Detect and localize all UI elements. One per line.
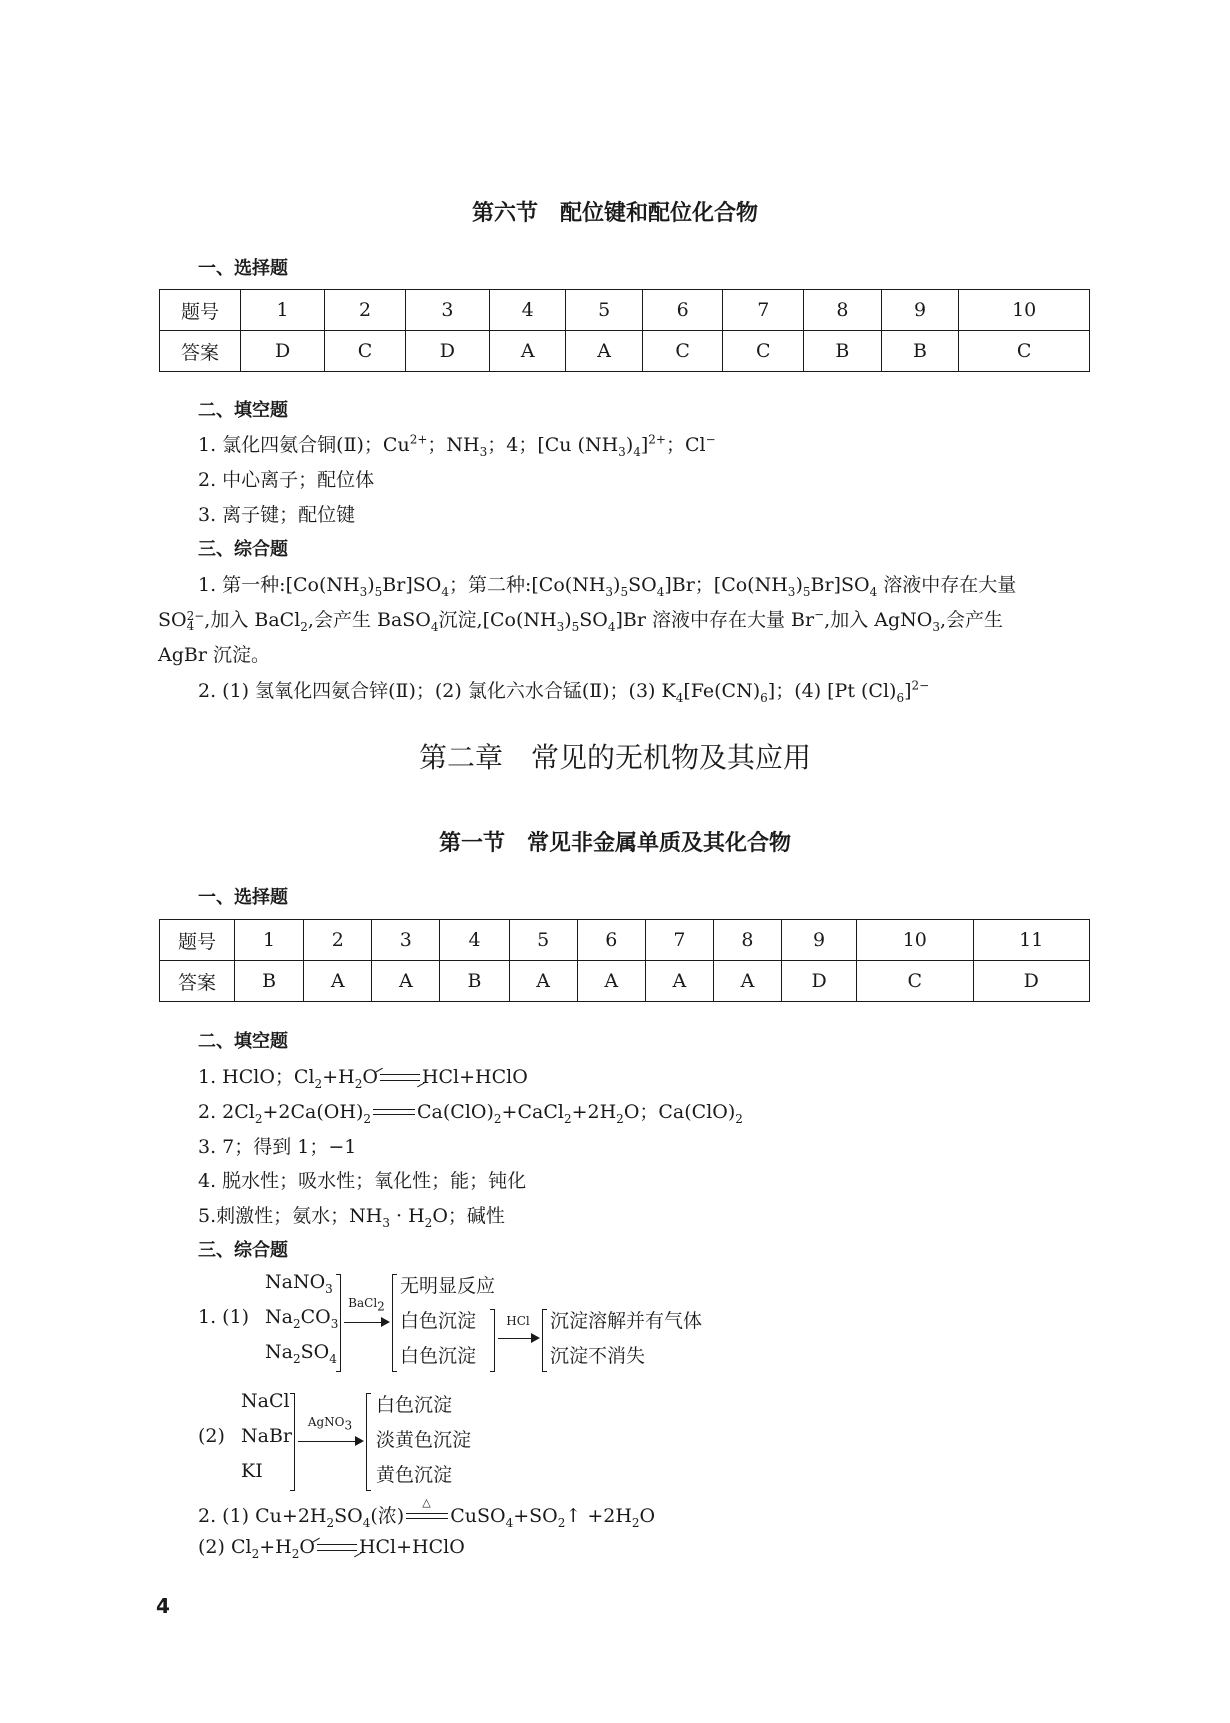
table-cell: 6 <box>642 290 723 331</box>
comp-answer-1-line2: SO 2− 4 ,加入 BaCl$_2$,会产生 BaSO$_4$沉淀$,[Co(NH_3)_5SO_4]Br$ 溶液中存在大量 Br−,加入 AgNO$_3$,会产生 <box>158 607 1004 634</box>
arrow-label: AgNO$_3$ <box>307 1415 353 1433</box>
fill-answer-2: 2. $2Cl_2+2Ca(OH)_2$ $Ca(ClO)_2+CaCl_2+2H_2O$；$Ca(ClO)_2$ <box>198 1101 743 1126</box>
comp-answer-2b: (2) $Cl_2+H_2O$ HCl+HClO <box>198 1536 465 1561</box>
table-cell: A <box>645 961 713 1002</box>
table-cell: C <box>642 331 723 372</box>
reagent: $Na_2SO_4$ <box>265 1341 337 1366</box>
table-row <box>160 331 1090 372</box>
arrow <box>498 1338 538 1339</box>
arrow-label: BaCl$_2$ <box>348 1296 385 1314</box>
table-cell: 3 <box>405 290 489 331</box>
table-cell: C <box>723 331 804 372</box>
table-cell: 7 <box>645 920 713 961</box>
table-cell: 5 <box>509 920 577 961</box>
answer-table <box>159 289 1090 372</box>
table-cell: A <box>509 961 577 1002</box>
table-cell: A <box>713 961 781 1002</box>
table-row <box>160 290 1090 331</box>
table-cell: D <box>782 961 857 1002</box>
right-bracket <box>336 1274 341 1372</box>
left-bracket <box>366 1393 371 1491</box>
fill-answer-4: 4. 脱水性；吸水性；氧化性；能；钝化 <box>198 1170 527 1192</box>
comp-answer-1-line3: AgBr 沉淀。 <box>158 644 270 666</box>
table-cell: 7 <box>723 290 804 331</box>
table-cell: C <box>325 331 406 372</box>
left-bracket <box>392 1274 397 1372</box>
table-cell: 2 <box>304 920 372 961</box>
table-cell: 9 <box>881 290 959 331</box>
reversible-arrow <box>378 1071 422 1085</box>
arrow <box>298 1441 362 1442</box>
result: 沉淀溶解并有气体 <box>550 1310 703 1332</box>
fill-answer-3: 3. 7；得到 1；−1 <box>198 1136 357 1158</box>
table-cell: 答案 <box>160 331 241 372</box>
fill-answer-2: 2. 中心离子；配位体 <box>198 469 375 491</box>
result: 淡黄色沉淀 <box>376 1429 472 1451</box>
table-cell: 2 <box>325 290 406 331</box>
comp-answer-2a: 2. (1) $Cu+2H_2SO_4$(浓) △ $CuSO_4+SO_2↑ +2H_2O$ <box>198 1496 656 1530</box>
table-cell: 题号 <box>160 290 241 331</box>
table-cell: D <box>405 331 489 372</box>
table-cell: B <box>235 961 304 1002</box>
comp-heading: 三、综合题 <box>198 539 288 560</box>
table-cell: 4 <box>490 290 566 331</box>
table-cell: C <box>959 331 1090 372</box>
arrow-label: HCl <box>506 1314 530 1328</box>
reagent: $Na_2CO_3$ <box>265 1306 339 1331</box>
table-cell: 9 <box>782 920 857 961</box>
right-bracket <box>290 1393 295 1491</box>
table-cell: 5 <box>566 290 642 331</box>
chapter-title: 第二章 常见的无机物及其应用 <box>418 741 811 774</box>
table-cell: C <box>857 961 973 1002</box>
table-cell: 答案 <box>160 961 235 1002</box>
table-cell: B <box>804 331 882 372</box>
table-cell: D <box>973 961 1090 1002</box>
table-cell: 4 <box>440 920 509 961</box>
table-cell: D <box>241 331 325 372</box>
result: 白色沉淀 <box>400 1310 477 1332</box>
table-cell: A <box>372 961 440 1002</box>
table-cell: 10 <box>857 920 973 961</box>
heat-equals-sign: △ <box>404 1510 450 1524</box>
table-cell: B <box>881 331 959 372</box>
equals-sign <box>371 1106 417 1120</box>
fill-heading: 二、填空题 <box>198 1031 288 1052</box>
table-cell: A <box>577 961 645 1002</box>
reagent: NaBr <box>241 1425 292 1447</box>
right-bracket <box>490 1309 495 1372</box>
table-cell: 11 <box>973 920 1090 961</box>
choice-heading: 一、选择题 <box>198 887 288 908</box>
table-row <box>160 920 1090 961</box>
table-cell: A <box>490 331 566 372</box>
section-title: 第六节 配位键和配位化合物 <box>471 201 758 226</box>
result: 白色沉淀 <box>376 1394 453 1416</box>
table-cell: A <box>566 331 642 372</box>
table-cell: 3 <box>372 920 440 961</box>
reagent: NaCl <box>241 1390 290 1412</box>
reagent: NaNO$_3$ <box>265 1271 333 1296</box>
table-cell: 1 <box>241 290 325 331</box>
arrow <box>344 1322 388 1323</box>
table-cell: 8 <box>804 290 882 331</box>
page-number: 4 <box>156 1594 170 1618</box>
scheme1-prefix: 1. (1) <box>198 1306 250 1328</box>
result: 无明显反应 <box>400 1275 496 1297</box>
result: 黄色沉淀 <box>376 1464 453 1486</box>
table-cell: 8 <box>713 920 781 961</box>
table-cell: 6 <box>577 920 645 961</box>
fill-answer-3: 3. 离子键；配位键 <box>198 504 356 526</box>
table-cell: A <box>304 961 372 1002</box>
table-cell: 10 <box>959 290 1090 331</box>
result: 白色沉淀 <box>400 1345 477 1367</box>
reversible-arrow <box>315 1541 359 1555</box>
table-row <box>160 961 1090 1002</box>
section-title: 第一节 常见非金属单质及其化合物 <box>438 831 791 856</box>
result: 沉淀不消失 <box>550 1345 646 1367</box>
answer-table <box>159 919 1090 1002</box>
table-cell: 题号 <box>160 920 235 961</box>
fill-answer-1: 1. HClO；$Cl_2+H_2O$ HCl+HClO <box>198 1066 528 1091</box>
reagent: KI <box>241 1460 263 1482</box>
fill-heading: 二、填空题 <box>198 400 288 421</box>
table-cell: B <box>440 961 509 1002</box>
choice-heading: 一、选择题 <box>198 258 288 279</box>
fill-answer-1: 1. 氯化四氨合铜(Ⅱ)；$Cu^{2+}$；$NH_3$；4；[Cu $(NH_3)_4]^{2+}$；Cl− <box>198 432 716 459</box>
comp-heading: 三、综合题 <box>198 1240 288 1261</box>
comp-answer-2: 2. (1) 氢氧化四氨合锌(Ⅱ)；(2) 氯化六水合锰(Ⅱ)；(3) $K_4[Fe(CN)_6]$；(4) [Pt $(Cl)_6]^{2-}$ <box>198 678 930 705</box>
left-bracket <box>542 1309 547 1372</box>
scheme2-prefix: (2) <box>198 1425 225 1447</box>
fill-answer-5: 5.刺激性；氨水；$NH_3 \cdot H_2O$；碱性 <box>198 1205 505 1230</box>
comp-answer-1-line1: 1. 第一种$:[Co(NH_3)_5Br]SO_4$；第二种$:[Co(NH_3)_5SO_4]Br$；$[Co(NH_3)_5Br]SO_4$ 溶液中存在大量 <box>198 574 1017 599</box>
table-cell: 1 <box>235 920 304 961</box>
